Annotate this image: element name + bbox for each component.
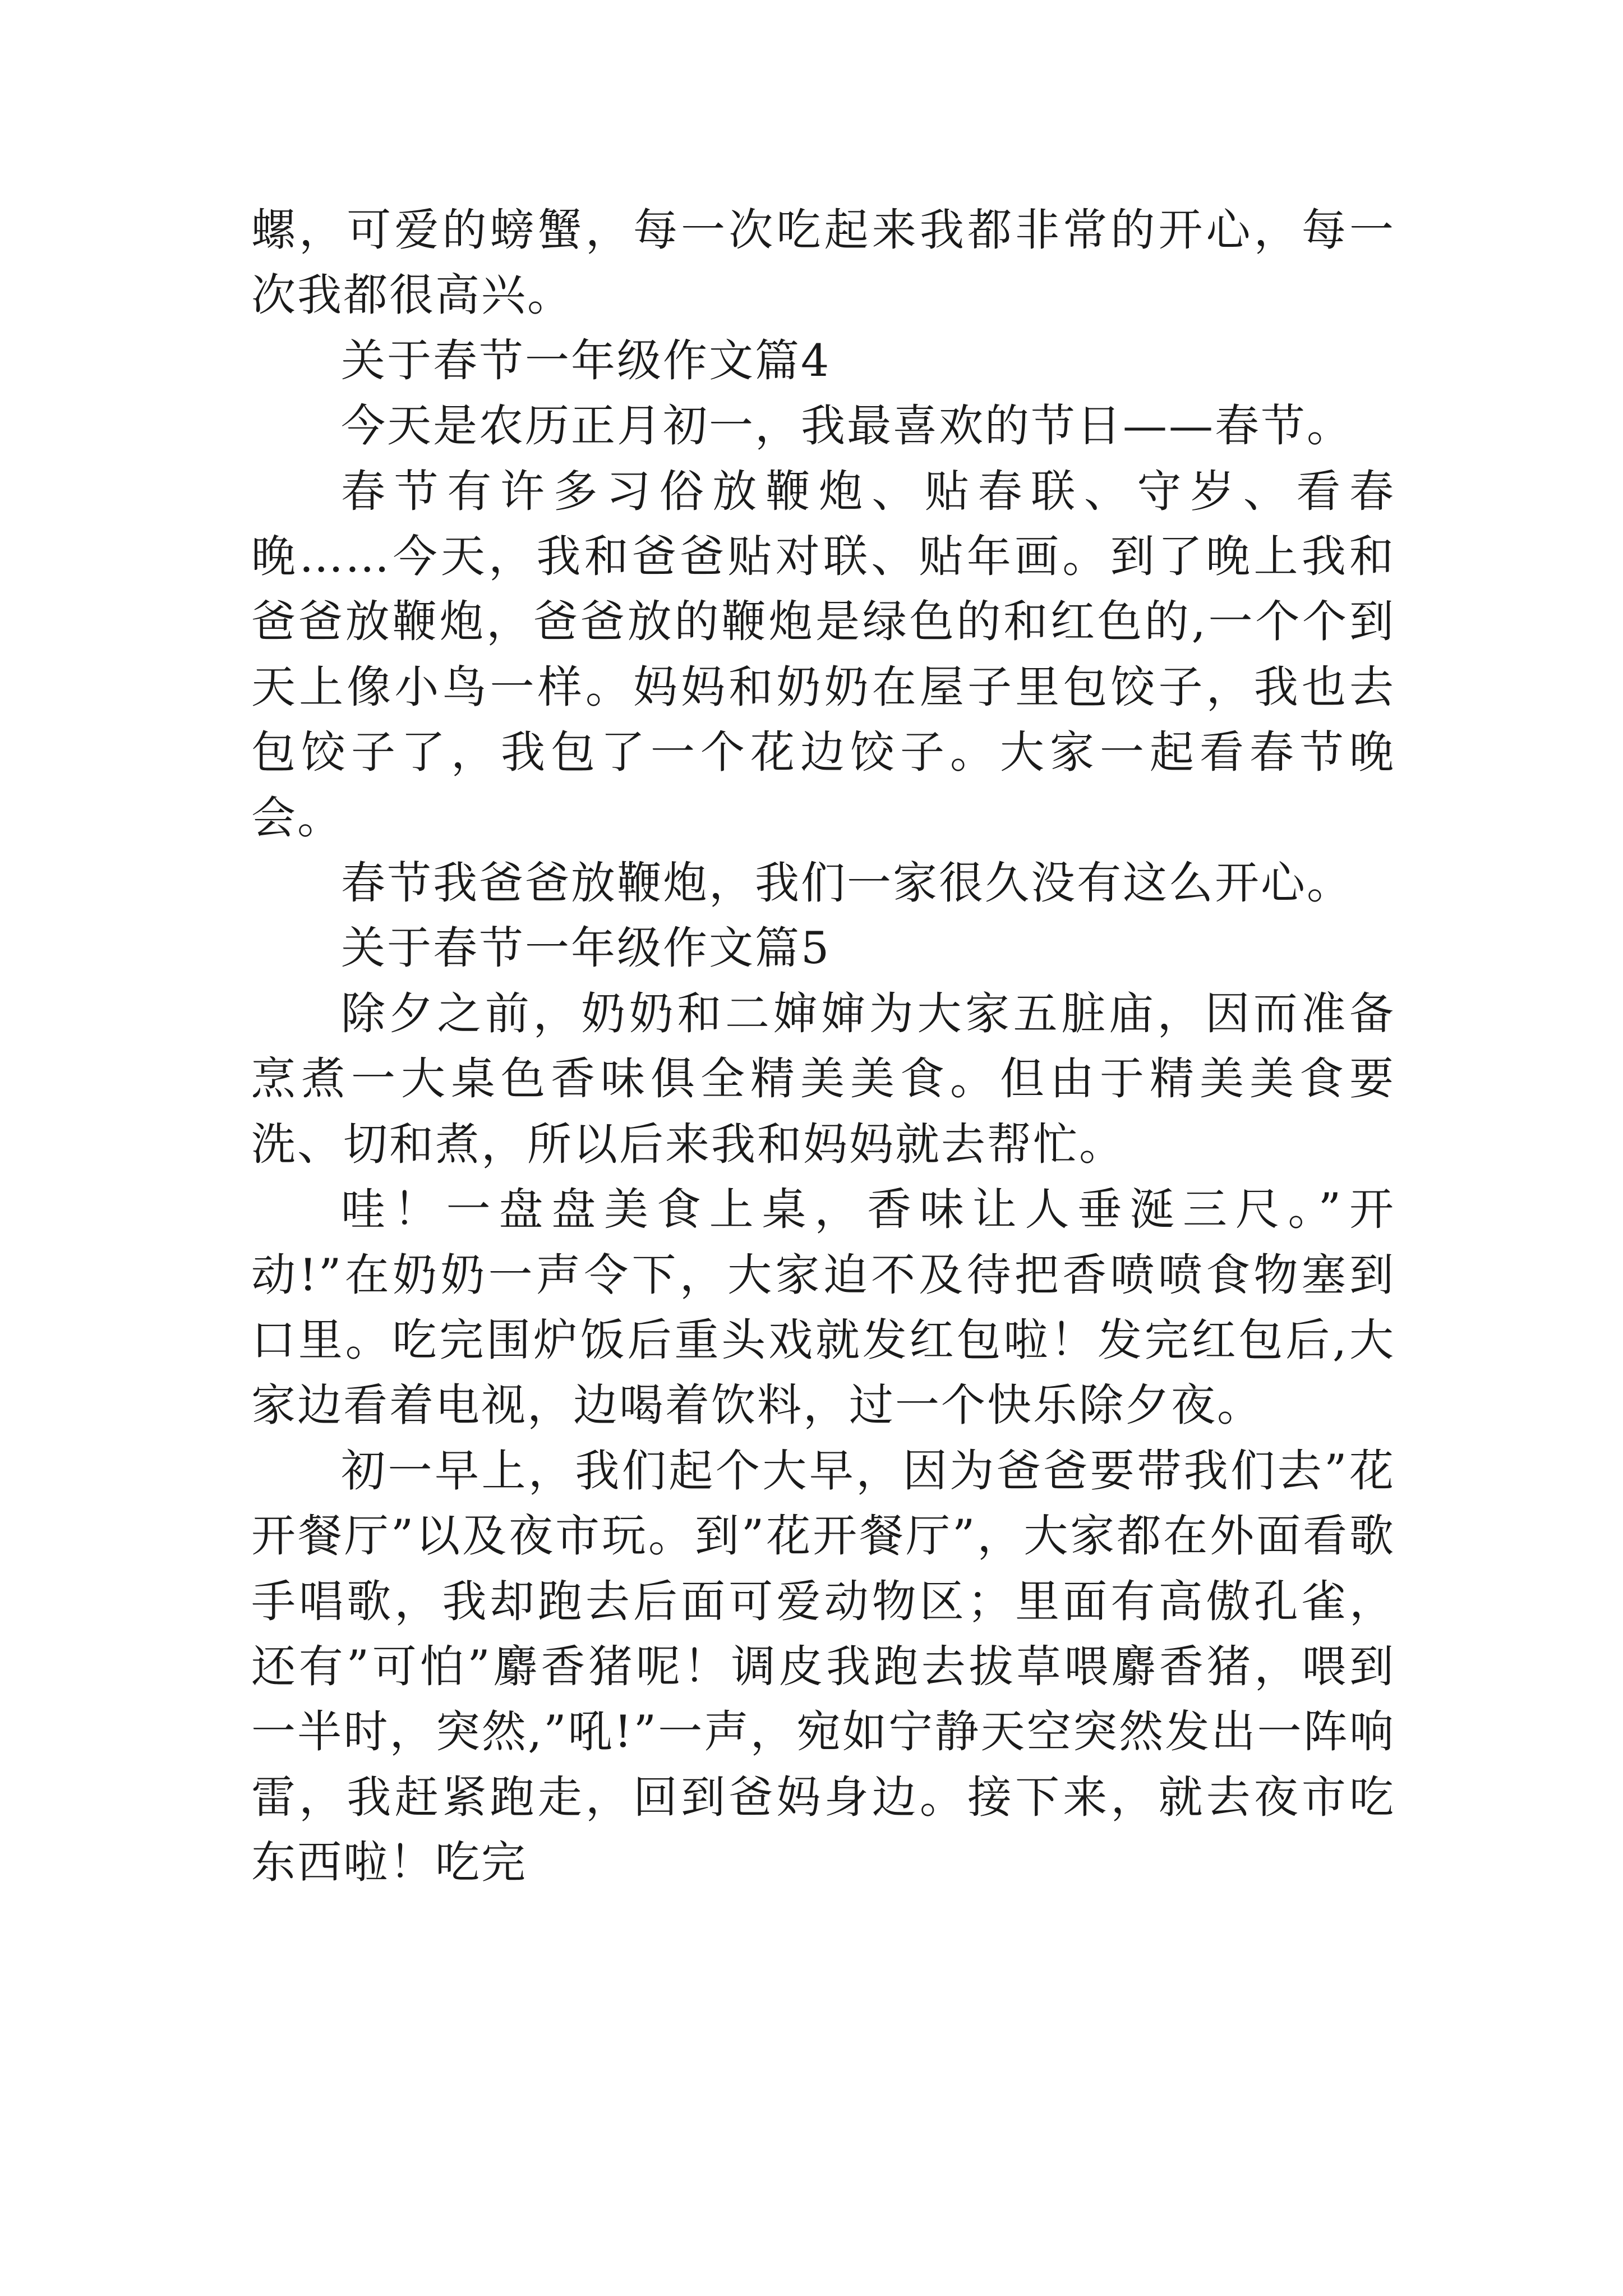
paragraph: 春节有许多习俗放鞭炮、贴春联、守岁、看春晚……今天，我和爸爸贴对联、贴年画。到了晚上我和爸爸放鞭炮，爸爸放的鞭炮是绿色的和红色的,一个个到天上像小鸟一样。妈妈和奶奶在屋子里包饺子，我也去包饺子了，我包了一个花边饺子。大家一起看春节晚会。 — [251, 465, 1395, 844]
paragraph: 初一早上，我们起个大早，因为爸爸要带我们去”花开餐厅”以及夜市玩。到”花开餐厅”，大家都在外面看歌手唱歌，我却跑去后面可爱动物区；里面有高傲孔雀，还有”可怕”麝香猪呢！调皮我跑去拔草喂麝香猪，喂到一半时，突然,”吼!”一声，宛如宁静天空突然发出一阵响雷，我赶紧跑走，回到爸妈身边。接下来，就去夜市吃东西啦！吃完 — [251, 1444, 1395, 1889]
paragraph: 春节我爸爸放鞭炮，我们一家很久没有这么开心。 — [341, 857, 1353, 909]
paragraph: 除夕之前，奶奶和二婶婶为大家五脏庙，因而准备烹煮一大桌色香味俱全精美美食。但由于精美美食要洗、切和煮，所以后来我和妈妈就去帮忙。 — [251, 987, 1395, 1170]
section-heading-5: 关于春节一年级作文篇5 — [341, 922, 831, 974]
section-heading-4: 关于春节一年级作文篇4 — [341, 334, 831, 386]
paragraph: 哇！一盘盘美食上桌，香味让人垂涎三尺。”开动!”在奶奶一声令下，大家迫不及待把香喷喷食物塞到口里。吃完围炉饭后重头戏就发红包啦！发完红包后,大家边看着电视，边喝着饮料，过一个快乐除夕夜。 — [251, 1184, 1395, 1432]
document-body — [251, 197, 1395, 1895]
paragraph: 今天是农历正月初一，我最喜欢的节日——春节。 — [341, 400, 1353, 452]
paragraph-continuation: 螺，可爱的螃蟹，每一次吃起来我都非常的开心，每一次我都很高兴。 — [251, 204, 1395, 321]
